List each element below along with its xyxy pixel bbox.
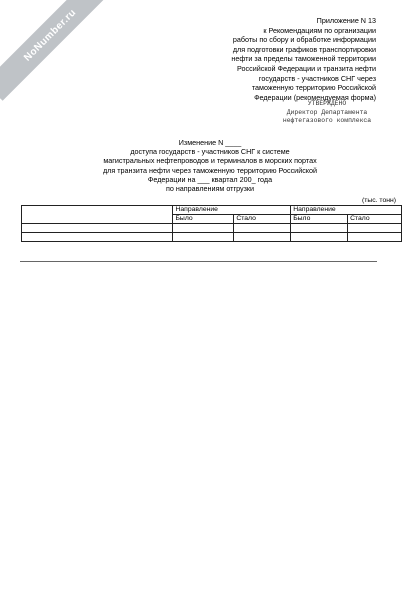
table-cell — [173, 233, 234, 242]
appendix-line: Приложение N 13 — [316, 16, 376, 25]
table-header-row — [22, 206, 402, 215]
appendix-line: работы по сбору и обработке информации — [232, 35, 376, 45]
table-cell — [348, 233, 402, 242]
table-cell — [234, 224, 291, 233]
appendix-heading — [186, 16, 376, 102]
title-line: Изменение N ____ — [178, 138, 242, 147]
watermark-banner: NoNumber.ru — [0, 0, 116, 101]
table-cell — [291, 233, 348, 242]
title-line: для транзита нефти через таможенную территорию Российской — [102, 165, 318, 175]
document-title — [60, 138, 360, 193]
title-line: по направлениям отгрузки — [165, 184, 255, 194]
appendix-line: нефти за пределы таможенной территории — [231, 54, 376, 64]
divider-line — [20, 261, 377, 262]
table-cell — [173, 224, 234, 233]
table-row — [22, 224, 402, 233]
approval-line: нефтегазового комплекса — [282, 117, 372, 125]
table-cell — [234, 233, 291, 242]
approval-line: УТВЕРЖДЕНО — [307, 100, 347, 107]
table-cell — [22, 206, 173, 224]
units-label: (тыс. тонн) — [361, 197, 396, 204]
appendix-line: Федерации (рекомендуемая форма) — [254, 92, 376, 102]
title-line: магистральных нефтепроводов и терминалов в морских портах — [103, 156, 317, 166]
appendix-line: к Рекомендациям по организации — [263, 25, 376, 35]
title-line: доступа государств - участников СНГ к системе — [130, 147, 290, 157]
after-header: Стало — [348, 215, 402, 224]
approval-line: Директор Департамента — [286, 108, 368, 116]
direction-header: Направление — [173, 206, 291, 215]
approval-block — [252, 100, 402, 126]
appendix-line: государств - участников СНГ через — [258, 73, 376, 83]
after-header: Стало — [234, 215, 291, 224]
before-header: Было — [291, 215, 348, 224]
table-row — [22, 233, 402, 242]
appendix-line: таможенную территорию Российской — [251, 83, 376, 93]
appendix-line: Российской Федерации и транзита нефти — [237, 63, 376, 73]
title-line: Федерации на ___ квартал 200_ года — [147, 174, 273, 184]
table-cell — [22, 233, 173, 242]
transit-table — [21, 205, 402, 242]
table-cell — [291, 224, 348, 233]
direction-header: Направление — [291, 206, 402, 215]
table-cell — [22, 224, 173, 233]
appendix-line: для подготовки графиков транспортировки — [232, 44, 376, 54]
table-cell — [348, 224, 402, 233]
before-header: Было — [173, 215, 234, 224]
